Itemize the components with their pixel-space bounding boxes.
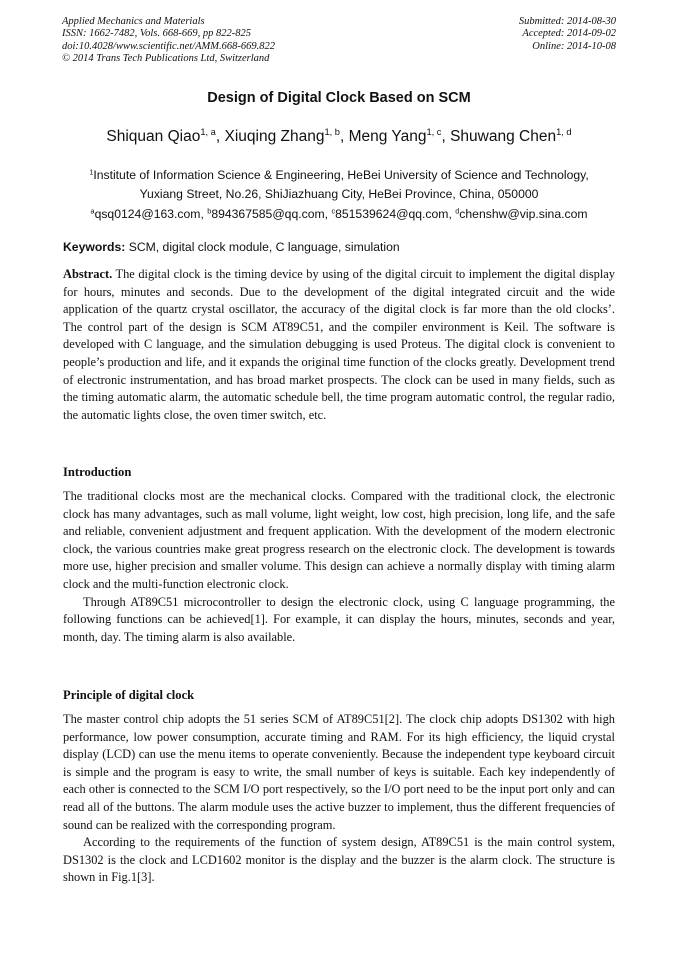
paragraph: The traditional clocks most are the mechanical clocks. Compared with the traditional clock, the electronic clock has many advantages, such as mall volume, light weight, low cost, high precision, long life, and the safe and reliable, convenient adjustment and frequent application. With the development of the modern electronic clock, the various countries make great progress research on the electronic clock. The development is towards more use, higher precision and smaller volume. This design can achieve a normally display with timing alarm clock and the multi-function electronic clock. xyxy=(63,489,615,591)
email-address[interactable]: qsq0124@163.com xyxy=(94,207,201,221)
email-mark: c xyxy=(331,206,336,216)
email-address[interactable]: 894367585@qq.com xyxy=(211,207,325,221)
section-heading-principle: Principle of digital clock xyxy=(63,688,195,702)
author-name: Shuwang Chen xyxy=(450,128,557,145)
journal-issn: ISSN: 1662-7482, Vols. 668-669, pp 822-825 xyxy=(62,28,251,40)
email-address[interactable]: chenshw@vip.sina.com xyxy=(459,207,588,221)
author-list xyxy=(0,128,678,146)
journal-doi[interactable]: doi:10.4028/www.scientific.net/AMM.668-669.822 xyxy=(62,40,275,52)
keywords-label: Keywords: xyxy=(63,240,126,254)
author-separator: , xyxy=(339,128,349,145)
author-name: Xiuqing Zhang xyxy=(224,128,325,145)
keywords xyxy=(63,240,615,254)
affiliation-mark: 1 xyxy=(89,167,94,177)
affiliation xyxy=(0,166,678,204)
author-affiliation-mark: 1, a xyxy=(200,126,216,137)
introduction-body xyxy=(63,488,615,646)
paragraph: The master control chip adopts the 51 series SCM of AT89C51[2]. The clock chip adopts DS1302 with high performance, low power consumption, accurate timing and RAM. For its high efficiency, the liquid crystal display (LCD) can use the menu items to operate conveniently. Because the independent type keyboard circuit is simple and the program is easy to write, the small number of keys is suitable. Each key independently of each other is connected to the SCM I/O port respectively, so the I/O port need to be the input port only and can read all of the buttons. The alarm module uses the active buzzer to implement, thus the different frequencies of sound can be realized with the corresponding program. xyxy=(63,712,615,832)
author-affiliation-mark: 1, d xyxy=(556,126,572,137)
journal-name: Applied Mechanics and Materials xyxy=(62,16,205,27)
affiliation-line xyxy=(0,166,678,185)
author-name: Meng Yang xyxy=(348,128,427,145)
date-accepted: Accepted: 2014-09-02 xyxy=(522,28,616,40)
journal-info xyxy=(62,16,275,65)
abstract-text: The digital clock is the timing device by using of the digital circuit to implement the digital display for hours, minutes and seconds. Due to the development of the digital integrated circuit and the wide application of the quartz crystal oscillator, the accuracy of the digital clock is far more than the old clocks’. The control part of the design is SCM AT89C51, and the compiler environment is Keil. The software is developed with C language, and the simulation debugging is used Proteus. The digital clock is convenient to people’s production and life, and it expands the original time function of the clocks greatly. Development trend of electronic instrumentation, and has broad market prospects. The clock can be used in many fields, such as the timing automatic alarm, the automatic schedule bell, the time program automatic control, the regular radio, the automatic lights close, the oven timer switch, etc. xyxy=(63,267,615,422)
email-separator: , xyxy=(448,207,456,221)
paragraph: Through AT89C51 microcontroller to design the electronic clock, using C language programming, the following functions can be achieved[1]. For example, it can display the hours, minutes, seconds and year, month, day. The timing alarm is also available. xyxy=(63,594,615,644)
email-list xyxy=(0,207,678,221)
email-separator: , xyxy=(200,207,208,221)
author-name: Shiquan Qiao xyxy=(106,128,201,145)
author-separator: , xyxy=(441,128,451,145)
author-separator: , xyxy=(215,128,225,145)
abstract xyxy=(63,266,615,424)
author-affiliation-mark: 1, b xyxy=(324,126,340,137)
date-submitted: Submitted: 2014-08-30 xyxy=(518,16,616,27)
journal-copyright: © 2014 Trans Tech Publications Ltd, Switzerland xyxy=(62,52,270,64)
abstract-paragraph xyxy=(63,266,615,424)
email-separator: , xyxy=(324,207,332,221)
paper-title: Design of Digital Clock Based on SCM xyxy=(207,90,471,106)
abstract-label: Abstract. xyxy=(63,267,113,281)
affiliation-address: Yuxiang Street, No.26, ShiJiazhuang City, HeBei Province, China, 050000 xyxy=(139,187,539,201)
email-mark: d xyxy=(455,206,460,216)
principle-body xyxy=(63,711,615,887)
section-heading-introduction: Introduction xyxy=(63,465,132,479)
email-mark: b xyxy=(207,206,212,216)
email-mark: a xyxy=(90,206,95,216)
author-affiliation-mark: 1, c xyxy=(426,126,442,137)
date-online: Online: 2014-10-08 xyxy=(532,40,616,52)
email-address[interactable]: 851539624@qq.com xyxy=(335,207,449,221)
affiliation-text: Institute of Information Science & Engineering, HeBei University of Science and Technology, xyxy=(93,168,589,182)
publication-dates xyxy=(519,16,616,53)
paragraph: According to the requirements of the function of system design, AT89C51 is the main control system, DS1302 is the clock and LCD1602 monitor is the display and the buzzer is the alarm clock. The structure is shown in Fig.1[3]. xyxy=(63,835,615,885)
keywords-text: SCM, digital clock module, C language, simulation xyxy=(125,240,400,254)
